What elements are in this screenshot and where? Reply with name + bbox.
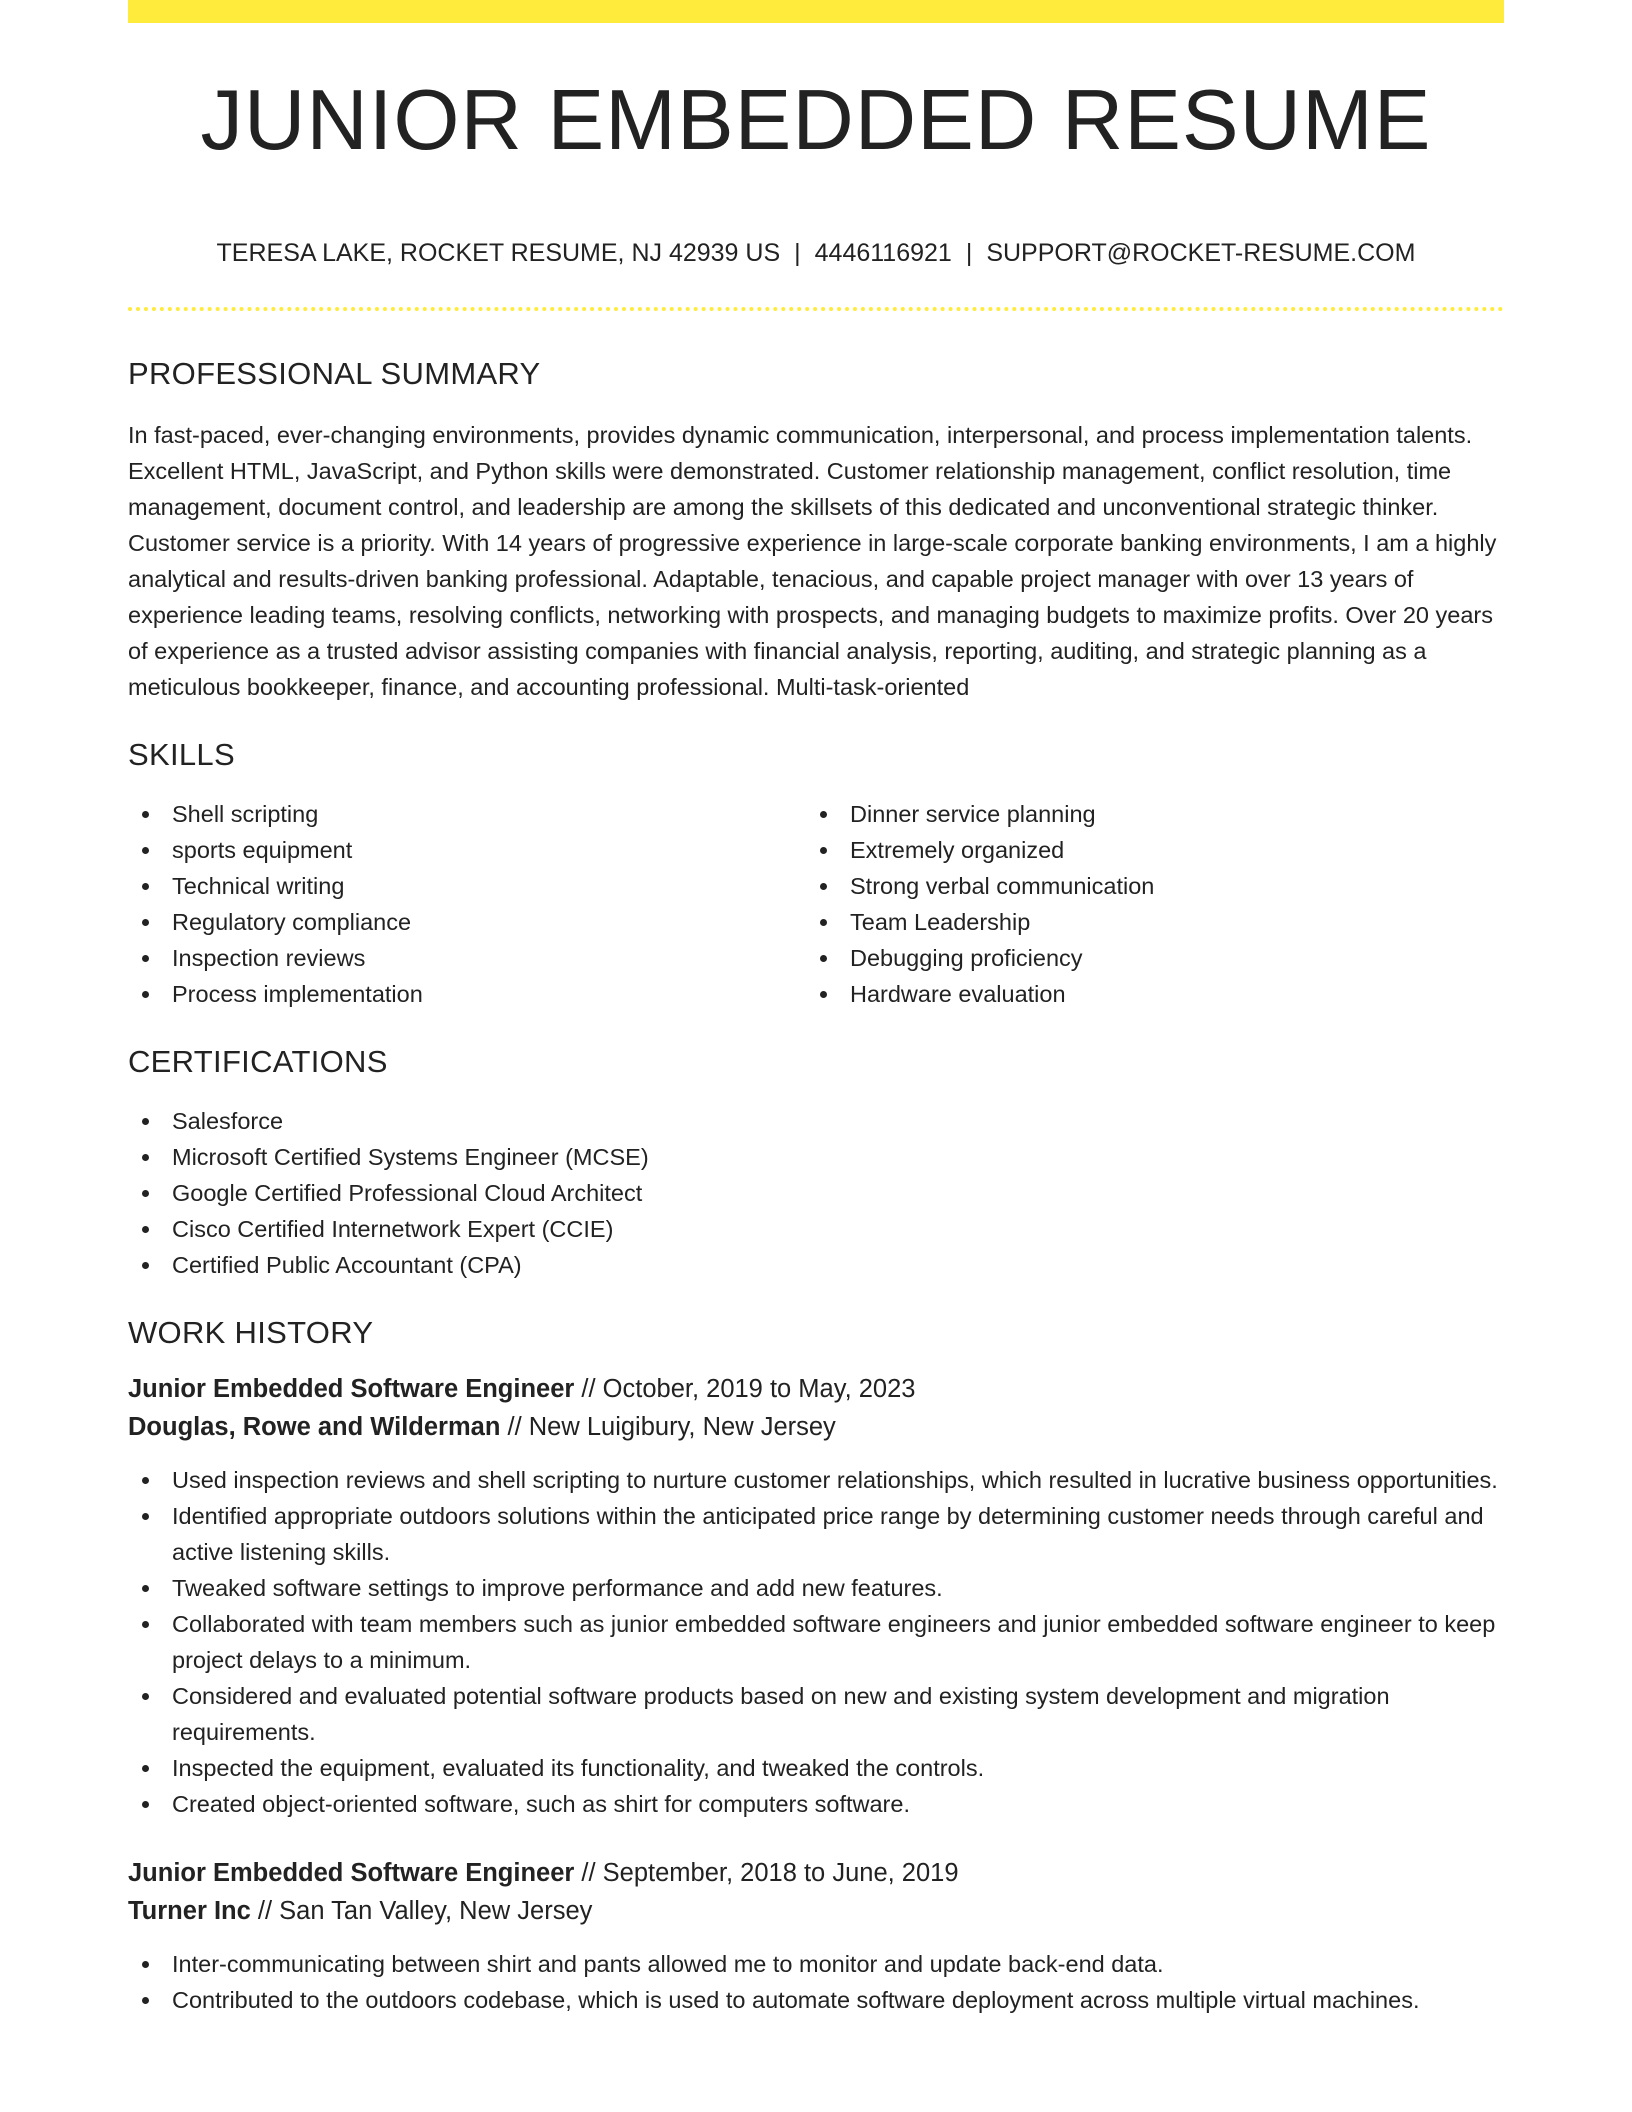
summary-text: In fast-paced, ever-changing environments, provides dynamic communication, interpersonal, and process implementation talents. Excellent HTML, JavaScript, and Python skills were demonstrated. Customer relationship management, conflict resolution, time management, document control, and leadership are among the skillsets of this dedicated and unconventional strategic thinker. Customer service is a priority. With 14 years of progressive experience in large-scale corporate banking environments, I am a highly analytical and results-driven banking professional. Adaptable, tenacious, and capable project manager with over 13 years of experience leading teams, resolving conflicts, networking with prospects, and managing budgets to maximize profits. Over 20 years of experience as a trusted advisor assisting companies with financial analysis, reporting, auditing, and strategic planning as a meticulous bookkeeper, finance, and accounting professional. Multi-task-oriented — [128, 422, 1497, 700]
skills-grid — [128, 796, 1504, 1012]
resume-title: JUNIOR EMBEDDED RESUME — [200, 73, 1432, 168]
contact-phone: 4446116921 — [814, 239, 952, 267]
skill-item: Dinner service planning — [806, 796, 1484, 832]
job-dates: // October, 2019 to May, 2023 — [574, 1375, 916, 1403]
work-history-section — [128, 1317, 1504, 2018]
job-bullet: Contributed to the outdoors codebase, which is used to automate software deployment across multiple virtual machines. — [128, 1982, 1504, 2018]
certifications-list — [128, 1103, 1504, 1283]
job-company-line — [128, 1408, 1504, 1446]
skills-heading: SKILLS — [128, 737, 235, 772]
job-location: // New Luigibury, New Jersey — [500, 1413, 836, 1441]
certification-item: Google Certified Professional Cloud Architect — [128, 1175, 1504, 1211]
job-company-line — [128, 1892, 1504, 1930]
job-bullets — [128, 1462, 1504, 1822]
skills-left-list — [128, 796, 806, 1012]
dotted-divider — [128, 307, 1504, 311]
skill-item: Shell scripting — [128, 796, 806, 832]
skill-item: Team Leadership — [806, 904, 1484, 940]
job-title: Junior Embedded Software Engineer — [128, 1859, 575, 1887]
skill-item: Debugging proficiency — [806, 940, 1484, 976]
job-title-line — [128, 1370, 1504, 1408]
job-bullet: Considered and evaluated potential software products based on new and existing system development and migration requirements. — [128, 1678, 1504, 1750]
job-bullets — [128, 1946, 1504, 2018]
skills-right-list — [806, 796, 1484, 1012]
resume-body — [128, 358, 1504, 2018]
skill-item: Technical writing — [128, 868, 806, 904]
job-bullet: Collaborated with team members such as junior embedded software engineers and junior embedded software engineer to keep project delays to a minimum. — [128, 1606, 1504, 1678]
contact-separator: | — [794, 239, 801, 267]
job-bullet: Created object-oriented software, such as shirt for computers software. — [128, 1786, 1504, 1822]
skill-item: Inspection reviews — [128, 940, 806, 976]
job-bullet: Inter-communicating between shirt and pants allowed me to monitor and update back-end data. — [128, 1946, 1504, 1982]
job-bullet: Tweaked software settings to improve performance and add new features. — [128, 1570, 1504, 1606]
skill-item: sports equipment — [128, 832, 806, 868]
certifications-section — [128, 1046, 1504, 1283]
accent-top-bar — [128, 0, 1504, 23]
contact-email: SUPPORT@ROCKET-RESUME.COM — [986, 239, 1416, 267]
job-title: Junior Embedded Software Engineer — [128, 1375, 575, 1403]
certification-item: Certified Public Accountant (CPA) — [128, 1247, 1504, 1283]
contact-line — [128, 241, 1504, 266]
contact-separator: | — [965, 239, 973, 267]
certification-item: Microsoft Certified Systems Engineer (MCSE) — [128, 1139, 1504, 1175]
certifications-heading: CERTIFICATIONS — [128, 1044, 388, 1079]
summary-section — [128, 358, 1504, 705]
job-location: // San Tan Valley, New Jersey — [250, 1897, 593, 1925]
contact-address: TERESA LAKE, ROCKET RESUME, NJ 42939 US — [216, 239, 781, 267]
job-entry — [128, 1854, 1504, 2018]
job-company: Douglas, Rowe and Wilderman — [128, 1413, 501, 1441]
job-dates: // September, 2018 to June, 2019 — [574, 1859, 959, 1887]
job-bullet: Identified appropriate outdoors solutions within the anticipated price range by determining customer needs through careful and active listening skills. — [128, 1498, 1504, 1570]
job-bullet: Inspected the equipment, evaluated its functionality, and tweaked the controls. — [128, 1750, 1504, 1786]
certification-item: Salesforce — [128, 1103, 1504, 1139]
job-company: Turner Inc — [128, 1897, 251, 1925]
skill-item: Extremely organized — [806, 832, 1484, 868]
skill-item: Process implementation — [128, 976, 806, 1012]
skills-section — [128, 739, 1504, 1012]
skill-item: Strong verbal communication — [806, 868, 1484, 904]
certification-item: Cisco Certified Internetwork Expert (CCIE) — [128, 1211, 1504, 1247]
job-bullet: Used inspection reviews and shell scripting to nurture customer relationships, which resulted in lucrative business opportunities. — [128, 1462, 1504, 1498]
skill-item: Regulatory compliance — [128, 904, 806, 940]
job-title-line — [128, 1854, 1504, 1892]
skill-item: Hardware evaluation — [806, 976, 1484, 1012]
work-history-heading: WORK HISTORY — [128, 1315, 374, 1350]
job-entry — [128, 1370, 1504, 1822]
summary-heading: PROFESSIONAL SUMMARY — [128, 356, 541, 391]
